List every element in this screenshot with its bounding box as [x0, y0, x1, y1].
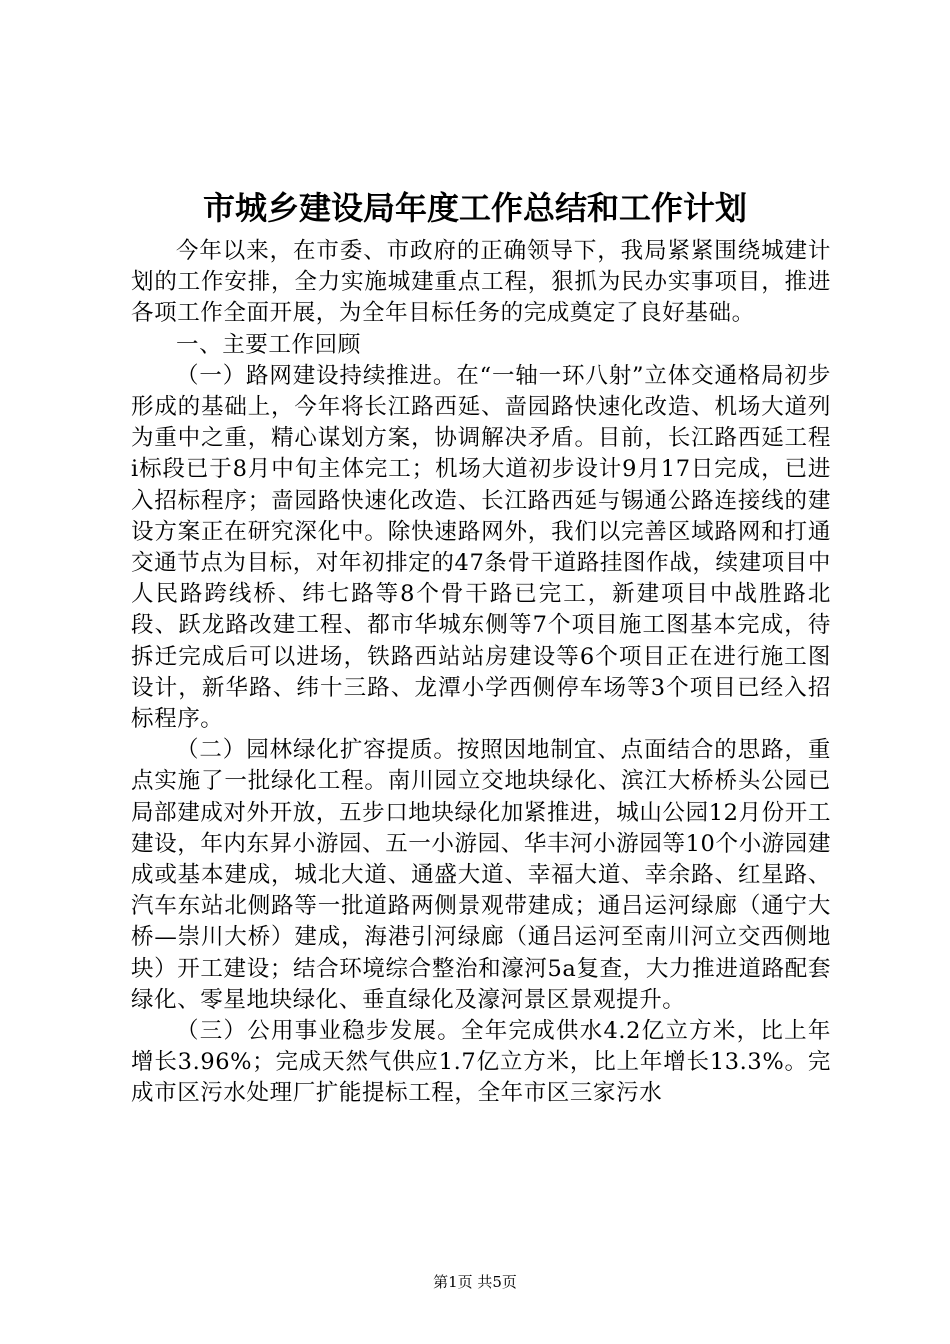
paragraph-greening: （二）园林绿化扩容提质。按照因地制宜、点面结合的思路，重点实施了一批绿化工程。南川园立交地块绿化、滨江大桥桥头公园已局部建成对外开放，五步口地块绿化加紧推进，城山公园12月份开工建设，年内东昇小游园、五一小游园、华丰河小游园等10个小游园建成或基本建成，城北大道、通盛大道、幸福大道、幸余路、红星路、汽车东站北侧路等一批道路两侧景观带建成；通吕运河绿廊（通宁大桥—崇川大桥）建成，海港引河绿廊（通吕运河至南川河立交西侧地块）开工建设；结合环境综合整治和濠河5a复查，大力推进道路配套绿化、零星地块绿化、垂直绿化及濠河景区景观提升。 — [131, 737, 831, 1013]
paragraph-intro: 今年以来，在市委、市政府的正确领导下，我局紧紧围绕城建计划的工作安排，全力实施城建重点工程，狠抓为民办实事项目，推进各项工作全面开展，为全年目标任务的完成奠定了良好基础。 — [131, 238, 831, 327]
section-heading-review: 一、主要工作回顾 — [176, 331, 361, 358]
page-footer: 第1页 共5页 — [433, 1273, 517, 1291]
document-body — [131, 236, 831, 1110]
paragraph-public-utilities: （三）公用事业稳步发展。全年完成供水4.2亿立方米，比上年增长3.96%；完成天然气供应1.7亿立方米，比上年增长13.3%。完成市区污水处理厂扩能提标工程，全年市区三家污水 — [131, 1018, 831, 1107]
document-title: 市城乡建设局年度工作总结和工作计划 — [202, 189, 747, 227]
paragraph-road-network: （一）路网建设持续推进。在“一轴一环八射”立体交通格局初步形成的基础上，今年将长江路西延、啬园路快速化改造、机场大道列为重中之重，精心谋划方案，协调解决矛盾。目前，长江路西延工程ⅰ标段已于8月中旬主体完工；机场大道初步设计9月17日完成，已进入招标程序；啬园路快速化改造、长江路西延与锡通公路连接线的建设方案正在研究深化中。除快速路网外，我们以完善区域路网和打通交通节点为目标，对年初排定的47条骨干道路挂图作战，续建项目中人民路跨线桥、纬七路等8个骨干路已完工，新建项目中战胜路北段、跃龙路改建工程、都市华城东侧等7个项目施工图基本完成，待拆迁完成后可以进场，铁路西站站房建设等6个项目正在进行施工图设计，新华路、纬十三路、龙潭小学西侧停车场等3个项目已经入招标程序。 — [131, 362, 831, 733]
